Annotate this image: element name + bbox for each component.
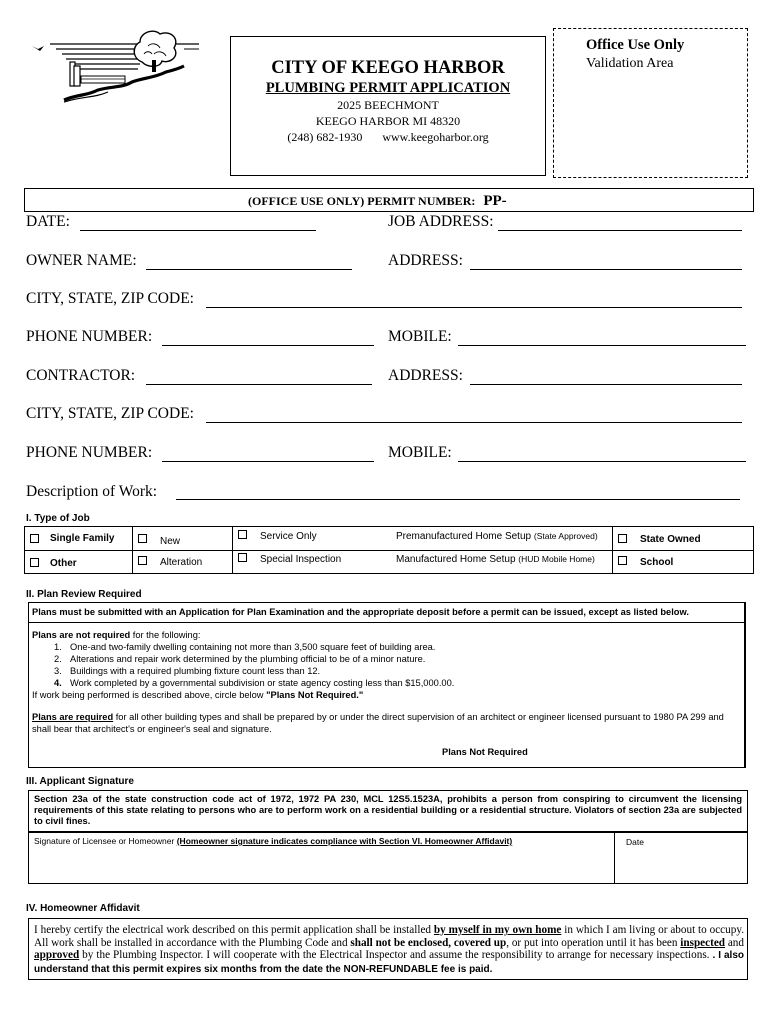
plans-not-required-rest: for the following: <box>130 630 201 640</box>
plans-required-paragraph <box>32 712 742 735</box>
circle-note-text: If work being performed is described above, circle below <box>32 690 267 700</box>
date-field-label: Date <box>626 837 644 847</box>
circle-note <box>32 690 363 702</box>
owner-phone-input[interactable] <box>162 345 374 346</box>
single-family-checkbox[interactable] <box>30 534 39 543</box>
list-item <box>54 666 320 678</box>
state-owned-label: State Owned <box>640 534 701 545</box>
table-col-divider <box>612 526 613 574</box>
school-checkbox[interactable] <box>618 556 627 565</box>
premanufactured-home-note: (State Approved) <box>533 531 598 541</box>
affidavit-emphasis: shall not be enclosed, covered up <box>350 936 507 949</box>
job-address-input[interactable] <box>498 230 742 231</box>
signature-date-divider <box>614 832 615 884</box>
owner-phone-label: PHONE NUMBER: <box>26 328 153 345</box>
contractor-address-input[interactable] <box>470 384 742 385</box>
city-logo <box>24 24 204 104</box>
affidavit-emphasis: inspected <box>680 936 726 949</box>
contractor-phone-label: PHONE NUMBER: <box>26 444 153 461</box>
contractor-mobile-label: MOBILE: <box>388 444 452 461</box>
affidavit-part: by the Plumbing Inspector. I will cooperate with the Electrical Inspector and assume the responsibility to arrange for necessary inspections. <box>79 949 713 962</box>
list-item <box>54 654 425 666</box>
permit-number-label: (OFFICE USE ONLY) PERMIT NUMBER: <box>248 194 476 208</box>
signature-note: (Homeowner signature indicates compliance with Section VI. Homeowner Affidavit) <box>176 836 513 846</box>
premanufactured-home-text: Premanufactured Home Setup <box>396 531 532 542</box>
contractor-mobile-input[interactable] <box>458 461 746 462</box>
contractor-address-label: ADDRESS: <box>388 367 463 384</box>
description-input[interactable] <box>176 499 740 500</box>
manufactured-home-note: (HUD Mobile Home) <box>518 554 595 564</box>
contractor-city-label: CITY, STATE, ZIP CODE: <box>26 405 194 422</box>
plan-review-intro: Plans must be submitted with an Application for Plan Examination and the appropriate deposit before a permit can be issued, except as listed below. <box>32 607 689 617</box>
owner-mobile-input[interactable] <box>458 345 746 346</box>
premanufactured-home-label <box>396 531 598 542</box>
list-item-text: One-and two-family dwelling containing not more than 3,500 square feet of building area. <box>70 642 436 652</box>
list-item-text: Buildings with a required plumbing fixture count less than 12. <box>70 666 321 676</box>
affidavit-part: and <box>725 936 744 949</box>
office-use-title: Office Use Only <box>586 37 685 53</box>
form-title: PLUMBING PERMIT APPLICATION <box>265 80 511 96</box>
plans-not-required-option[interactable]: Plans Not Required <box>442 747 528 757</box>
single-family-label: Single Family <box>50 533 115 544</box>
list-item-number: 1. <box>54 642 62 652</box>
other-checkbox[interactable] <box>30 558 39 567</box>
phone-number: (248) 682-1930 <box>287 130 363 144</box>
affidavit-emphasis: approved <box>34 949 80 962</box>
intro-divider <box>28 622 746 623</box>
table-row-divider <box>24 550 754 551</box>
contractor-input[interactable] <box>146 384 372 385</box>
list-item <box>54 678 454 690</box>
owner-address-input[interactable] <box>470 269 742 270</box>
affidavit-text <box>34 924 744 976</box>
date-label: DATE: <box>26 213 70 230</box>
applicant-signature-title: III. Applicant Signature <box>26 776 134 787</box>
owner-address-label: ADDRESS: <box>388 252 463 269</box>
contractor-phone-input[interactable] <box>162 461 374 462</box>
special-inspection-label: Special Inspection <box>260 554 342 565</box>
table-col-divider <box>132 526 133 574</box>
special-inspection-checkbox[interactable] <box>238 553 247 562</box>
signature-input[interactable] <box>30 848 612 882</box>
alteration-checkbox[interactable] <box>138 556 147 565</box>
applicant-statement: Section 23a of the state construction code act of 1972, 1972 PA 230, MCL 12S5.1523A, prohibits a person from conspiring to circumvent the licensing requirements of this state relating to persons who are to perform work on a residential building or a residential structure. Violators of section 23a are subjected to civil fines. <box>34 794 742 826</box>
description-label: Description of Work: <box>26 483 158 500</box>
owner-name-input[interactable] <box>146 269 352 270</box>
list-item-number: 2. <box>54 654 62 664</box>
signature-label: Signature of Licensee or Homeowner <box>34 836 175 846</box>
affidavit-emphasis: by myself in my own home <box>433 924 562 936</box>
owner-city-label: CITY, STATE, ZIP CODE: <box>26 290 194 307</box>
service-only-label: Service Only <box>260 531 317 542</box>
plan-review-title: II. Plan Review Required <box>26 589 142 600</box>
permit-prefix: PP- <box>483 193 507 209</box>
new-checkbox[interactable] <box>138 534 147 543</box>
owner-mobile-label: MOBILE: <box>388 328 452 345</box>
website-link[interactable]: www.keegoharbor.org <box>382 130 489 144</box>
school-label: School <box>640 557 674 568</box>
manufactured-home-text: Manufactured Home Setup <box>396 554 516 565</box>
homeowner-affidavit-title: IV. Homeowner Affidavit <box>26 903 140 914</box>
validation-area-label: Validation Area <box>586 56 674 71</box>
alteration-label: Alteration <box>160 557 203 568</box>
plans-required-rest: for all other building types and shall be prepared by or under the direct supervision of an architect or engineer licensed pursuant to 1980 PA 299 and shall bear that architect's or engineer's seal and signature. <box>32 712 724 734</box>
list-item-number: 4. <box>54 678 62 688</box>
state-owned-checkbox[interactable] <box>618 534 627 543</box>
list-item-number: 3. <box>54 666 62 676</box>
job-address-label: JOB ADDRESS: <box>388 213 494 230</box>
list-item-text: Work completed by a governmental subdivision or state agency costing less than $15,000.00. <box>70 678 455 688</box>
contractor-label: CONTRACTOR: <box>26 367 136 384</box>
date-input[interactable] <box>80 230 316 231</box>
manufactured-home-label <box>396 554 595 565</box>
address-city: KEEGO HARBOR MI 48320 <box>315 114 461 128</box>
owner-city-input[interactable] <box>206 307 742 308</box>
owner-name-label: OWNER NAME: <box>26 252 137 269</box>
type-of-job-title: I. Type of Job <box>26 513 90 524</box>
plans-not-required-bold: Plans are not required <box>32 630 131 640</box>
new-label: New <box>160 536 181 547</box>
list-item <box>54 642 435 654</box>
affidavit-part: in which I am living or about to occupy. All work shall be installed in accordance with the Plumbing Code and <box>34 924 744 949</box>
signature-label-row <box>34 836 512 848</box>
contractor-city-input[interactable] <box>206 422 742 423</box>
address-street: 2025 BEECHMONT <box>337 98 439 112</box>
service-only-checkbox[interactable] <box>238 530 247 539</box>
list-item-text: Alterations and repair work determined by the plumbing official to be of a minor nature. <box>70 654 426 664</box>
contact-line <box>230 130 546 145</box>
plans-required-bold: Plans are required <box>32 712 114 722</box>
city-name: CITY OF KEEGO HARBOR <box>271 58 505 78</box>
table-col-divider <box>232 526 233 574</box>
affidavit-part: , or put into operation until it has been <box>506 936 681 949</box>
plans-not-required-heading <box>32 630 200 642</box>
circle-note-emphasis: "Plans Not Required." <box>266 690 364 700</box>
affidavit-expiry: . I also understand that this permit expires six months from the date the NON-REFUNDABLE fee is paid. <box>34 950 745 975</box>
other-label: Other <box>50 558 77 569</box>
affidavit-part: I hereby certify the electrical work described on this permit application shall be installed <box>34 924 434 936</box>
permit-number-row <box>248 192 507 210</box>
signature-date-input[interactable] <box>616 848 746 882</box>
